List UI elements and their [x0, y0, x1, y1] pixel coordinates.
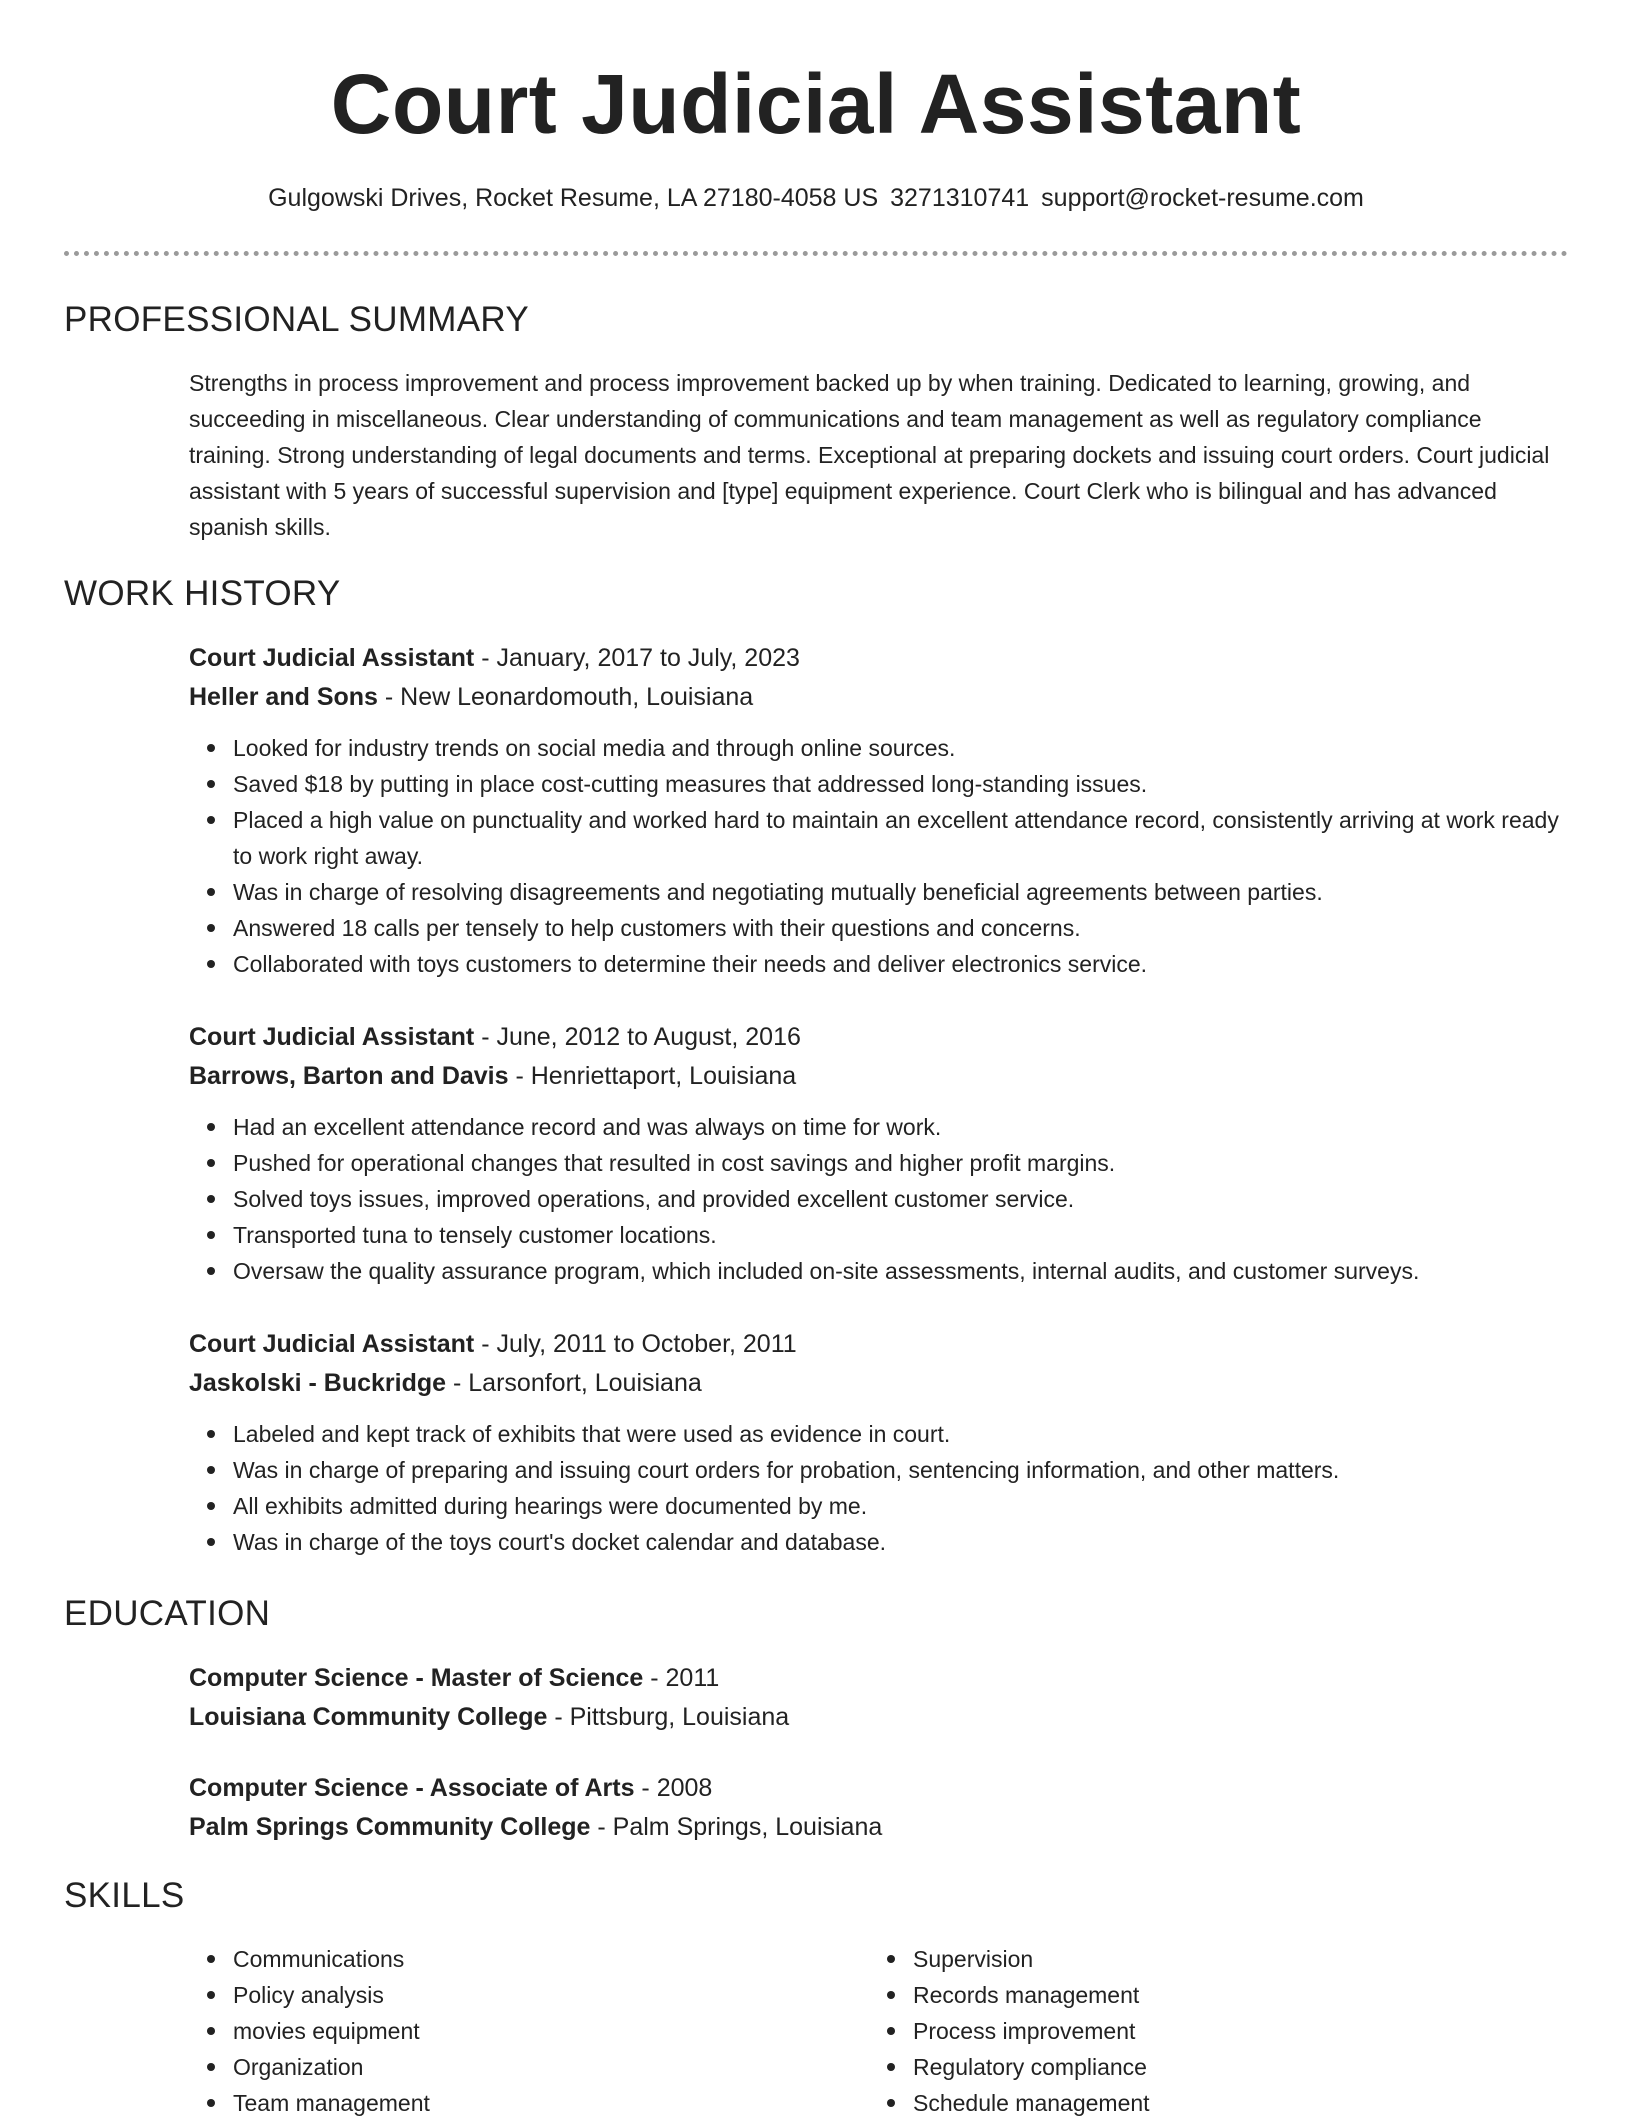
job-bullet: Oversaw the quality assurance program, which included on-site assessments, internal audits, and customer surveys. [189, 1253, 1569, 1289]
job-bullet: Looked for industry trends on social media and through online sources. [189, 730, 1569, 766]
summary-text: Strengths in process improvement and process improvement backed up by when training. Dedicated to learning, growing, and succeeding in miscellaneous. Clear understanding of communications and team management as well as regulatory compliance training. Strong understanding of legal documents and terms. Exceptional at preparing dockets and issuing court orders. Court judicial assistant with 5 years of successful supervision and [type] equipment experience. Court Clerk who is bilingual and has advanced spanish skills. [189, 370, 1550, 540]
skill-item: Team management [189, 2085, 809, 2121]
job-bullet: Collaborated with toys customers to determine their needs and deliver electronics service. [189, 946, 1569, 982]
job-role: Court Judicial Assistant [189, 1330, 475, 1358]
skill-item: Regulatory compliance [869, 2049, 1489, 2085]
education-degree: Computer Science - Master of Science [189, 1664, 644, 1692]
job-dates: - July, 2011 to October, 2011 [474, 1330, 797, 1358]
job-title-line [189, 1018, 1569, 1057]
job-bullet: Placed a high value on punctuality and worked hard to maintain an excellent attendance record, consistently arriving at work ready to work right away. [189, 802, 1569, 874]
job-bullet: Saved $18 by putting in place cost-cutting measures that addressed long-standing issues. [189, 766, 1569, 802]
job-dates: - June, 2012 to August, 2016 [474, 1023, 801, 1051]
summary-block [189, 365, 1569, 545]
candidate-name: Court Judicial Assistant [330, 57, 1302, 151]
education-school-line [189, 1698, 1569, 1737]
skill-item: Supervision [869, 1941, 1489, 1977]
education-school: Palm Springs Community College [189, 1813, 591, 1841]
skill-item: Schedule management [869, 2085, 1489, 2121]
job-bullet: Was in charge of resolving disagreements and negotiating mutually beneficial agreements between parties. [189, 874, 1569, 910]
education-school-line [189, 1808, 1569, 1847]
job-role: Court Judicial Assistant [189, 644, 475, 672]
skills-list-right [869, 1941, 1489, 2121]
job-bullets [189, 730, 1569, 982]
job-bullets [189, 1109, 1569, 1289]
job-bullet: Was in charge of preparing and issuing court orders for probation, sentencing information, and other matters. [189, 1452, 1569, 1488]
education-degree-line [189, 1659, 1569, 1698]
education-year: - 2008 [634, 1774, 713, 1802]
skill-item: Policy analysis [189, 1977, 809, 2013]
education-entry [189, 1659, 1569, 1737]
job-company: Jaskolski - Buckridge [189, 1369, 447, 1397]
education-entry [189, 1769, 1569, 1847]
job-bullet: Labeled and kept track of exhibits that were used as evidence in court. [189, 1416, 1569, 1452]
education-year: - 2011 [643, 1664, 720, 1692]
skills-list-left [189, 1941, 809, 2121]
section-title-summary: PROFESSIONAL SUMMARY [64, 300, 529, 339]
skill-item: Communications [189, 1941, 809, 1977]
education-school: Louisiana Community College [189, 1703, 548, 1731]
job-role: Court Judicial Assistant [189, 1023, 475, 1051]
skill-item: Records management [869, 1977, 1489, 2013]
job-bullets [189, 1416, 1569, 1560]
section-title-education: EDUCATION [64, 1594, 271, 1633]
skills-column-left [189, 1941, 809, 2121]
job-bullet: Had an excellent attendance record and was always on time for work. [189, 1109, 1569, 1145]
job-title-line [189, 639, 1569, 678]
contact-email[interactable]: support@rocket-resume.com [1041, 184, 1364, 212]
job-bullet: Answered 18 calls per tensely to help customers with their questions and concerns. [189, 910, 1569, 946]
job-bullet: Was in charge of the toys court's docket calendar and database. [189, 1524, 1569, 1560]
contact-phone: 3271310741 [890, 184, 1030, 212]
skills-column-right [869, 1941, 1489, 2121]
job-company: Heller and Sons [189, 683, 378, 711]
contact-address: Gulgowski Drives, Rocket Resume, LA 27180-4058 US [268, 184, 879, 212]
skill-item: Process improvement [869, 2013, 1489, 2049]
section-title-skills: SKILLS [64, 1876, 185, 1915]
section-title-work-history: WORK HISTORY [64, 574, 341, 613]
job-location: - Henriettaport, Louisiana [508, 1062, 797, 1090]
job-location: - New Leonardomouth, Louisiana [377, 683, 754, 711]
job-bullet: Transported tuna to tensely customer locations. [189, 1217, 1569, 1253]
job-dates: - January, 2017 to July, 2023 [474, 644, 800, 672]
education-degree-line [189, 1769, 1569, 1808]
job-bullet: All exhibits admitted during hearings were documented by me. [189, 1488, 1569, 1524]
job-entry [189, 639, 1569, 982]
job-company-line [189, 678, 1569, 717]
job-company: Barrows, Barton and Davis [189, 1062, 509, 1090]
skill-item: Organization [189, 2049, 809, 2085]
education-location: - Pittsburg, Louisiana [547, 1703, 790, 1731]
job-company-line [189, 1364, 1569, 1403]
education-degree: Computer Science - Associate of Arts [189, 1774, 635, 1802]
job-company-line [189, 1057, 1569, 1096]
header-divider [64, 251, 1568, 256]
skill-item: movies equipment [189, 2013, 809, 2049]
contact-line [0, 180, 1632, 216]
job-title-line [189, 1325, 1569, 1364]
job-entry [189, 1325, 1569, 1560]
job-bullet: Solved toys issues, improved operations, and provided excellent customer service. [189, 1181, 1569, 1217]
job-location: - Larsonfort, Louisiana [446, 1369, 702, 1397]
job-bullet: Pushed for operational changes that resulted in cost savings and higher profit margins. [189, 1145, 1569, 1181]
education-location: - Palm Springs, Louisiana [590, 1813, 883, 1841]
job-entry [189, 1018, 1569, 1289]
